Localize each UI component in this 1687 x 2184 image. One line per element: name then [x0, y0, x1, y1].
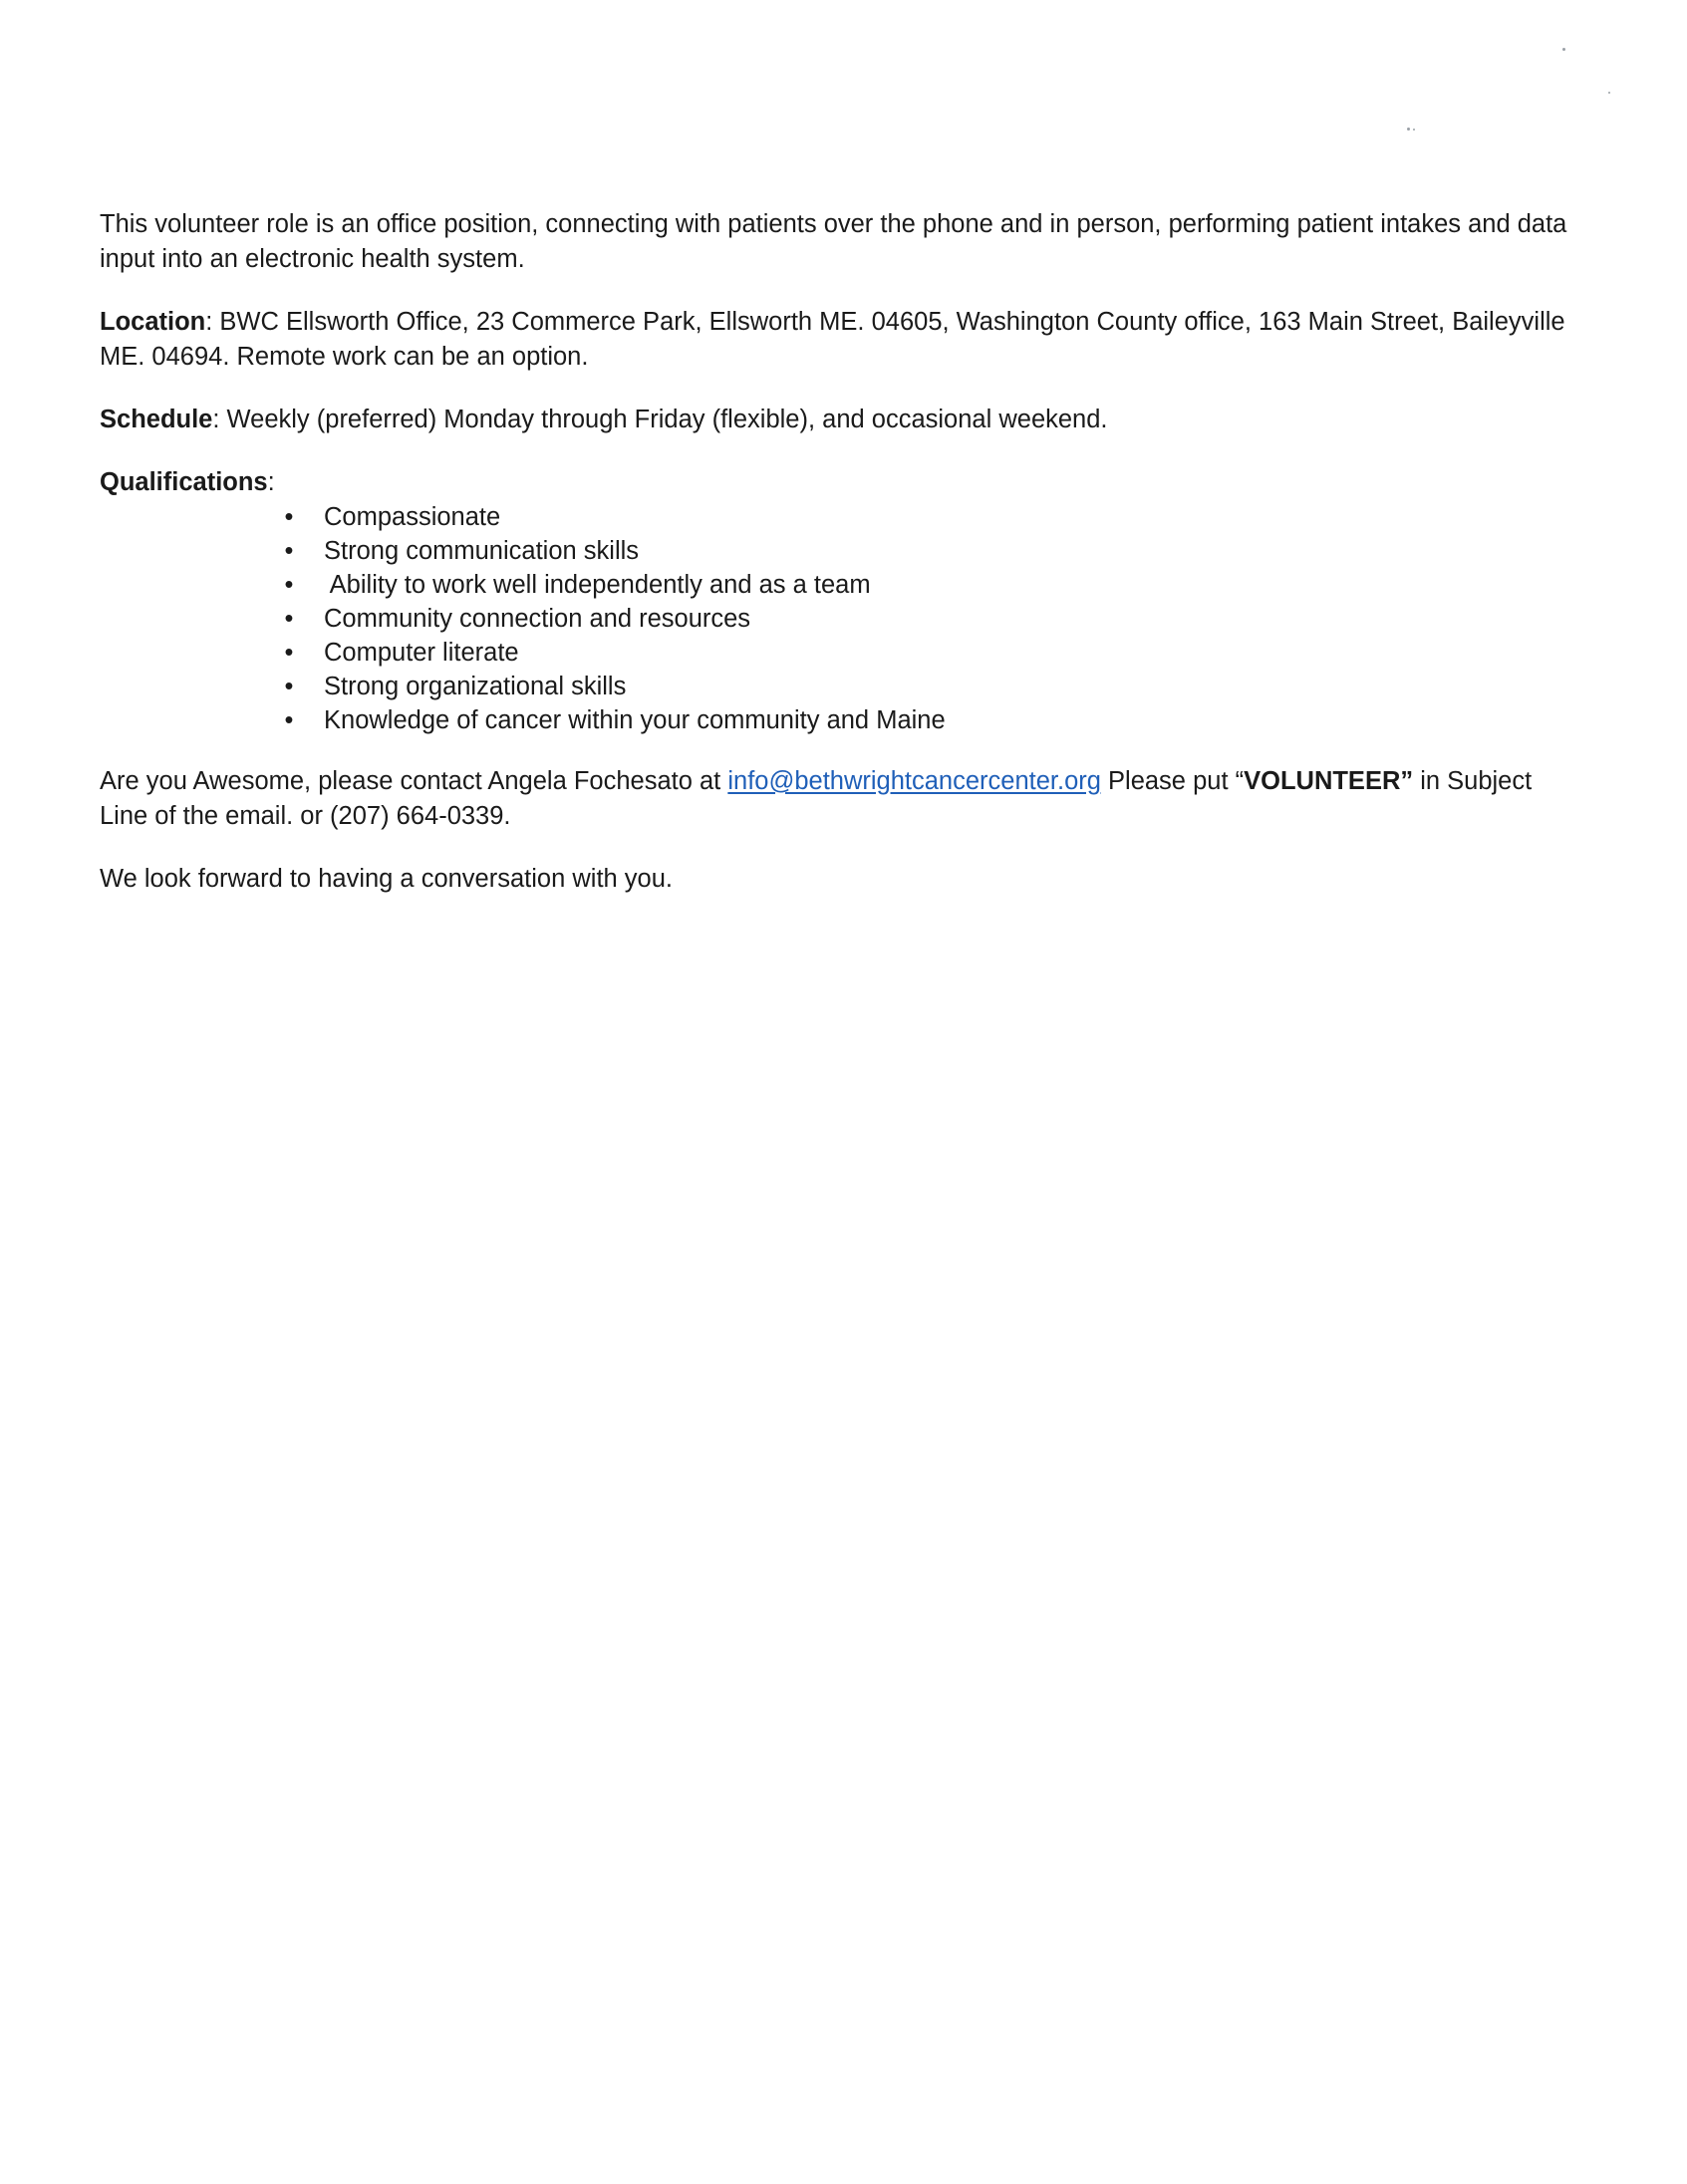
- contact-middle: Please put “: [1100, 767, 1245, 795]
- contact-prefix: Are you Awesome, please contact Angela Fochesato at: [100, 767, 728, 795]
- intro-paragraph: This volunteer role is an office position, connecting with patients over the phone and in person, performing patient intakes and data input into an electronic health system.: [100, 210, 1567, 273]
- contact-paragraph: [100, 764, 1584, 834]
- list-item-text: Knowledge of cancer within your community and Maine: [324, 706, 946, 734]
- qualifications-list: [100, 500, 1584, 737]
- list-item: [100, 670, 1584, 703]
- scan-speck: [1407, 128, 1410, 131]
- location-text: : BWC Ellsworth Office, 23 Commerce Park, Ellsworth ME. 04605, Washington County office, 163 Main Street, Baileyville ME. 04694. Remote work can be an option.: [100, 308, 1565, 371]
- list-item-text: Community connection and resources: [324, 605, 751, 633]
- volunteer-keyword: VOLUNTEER”: [1244, 767, 1414, 795]
- bullet-icon: •: [284, 605, 294, 633]
- qualifications-heading: [100, 465, 1584, 500]
- list-item-text: Strong organizational skills: [324, 673, 627, 700]
- schedule-label: Schedule: [100, 406, 213, 433]
- list-item: [100, 500, 1584, 534]
- bullet-icon: •: [284, 503, 294, 531]
- bullet-icon: •: [284, 537, 294, 565]
- list-item: [100, 534, 1584, 568]
- qualifications-label: Qualifications: [100, 468, 268, 496]
- bullet-icon: •: [284, 571, 294, 599]
- scan-speck: [1413, 129, 1415, 131]
- list-item-text: Ability to work well independently and as a team: [324, 571, 871, 599]
- location-label: Location: [100, 308, 206, 336]
- list-item-text: Computer literate: [324, 639, 519, 667]
- list-item: [100, 703, 1584, 737]
- schedule-text: : Weekly (preferred) Monday through Friday (flexible), and occasional weekend.: [212, 406, 1108, 433]
- list-item: [100, 636, 1584, 670]
- schedule-paragraph: [100, 403, 1584, 437]
- list-item-text: Strong communication skills: [324, 537, 640, 565]
- scan-speck: [1608, 92, 1610, 94]
- bullet-icon: •: [284, 639, 294, 667]
- qualifications-suffix: :: [267, 468, 275, 496]
- document-body: [100, 207, 1584, 897]
- list-item: [100, 568, 1584, 602]
- email-link[interactable]: info@bethwrightcancercenter.org: [727, 767, 1101, 795]
- bullet-icon: •: [284, 706, 294, 734]
- closing-paragraph: We look forward to having a conversation with you.: [100, 865, 673, 893]
- bullet-icon: •: [284, 673, 294, 700]
- contact-suffix: in Subject Line of the email. or (207) 664-0339.: [100, 767, 1540, 830]
- location-paragraph: [100, 305, 1584, 375]
- list-item-text: Compassionate: [324, 503, 501, 531]
- list-item: [100, 602, 1584, 636]
- scan-speck: [1562, 48, 1565, 51]
